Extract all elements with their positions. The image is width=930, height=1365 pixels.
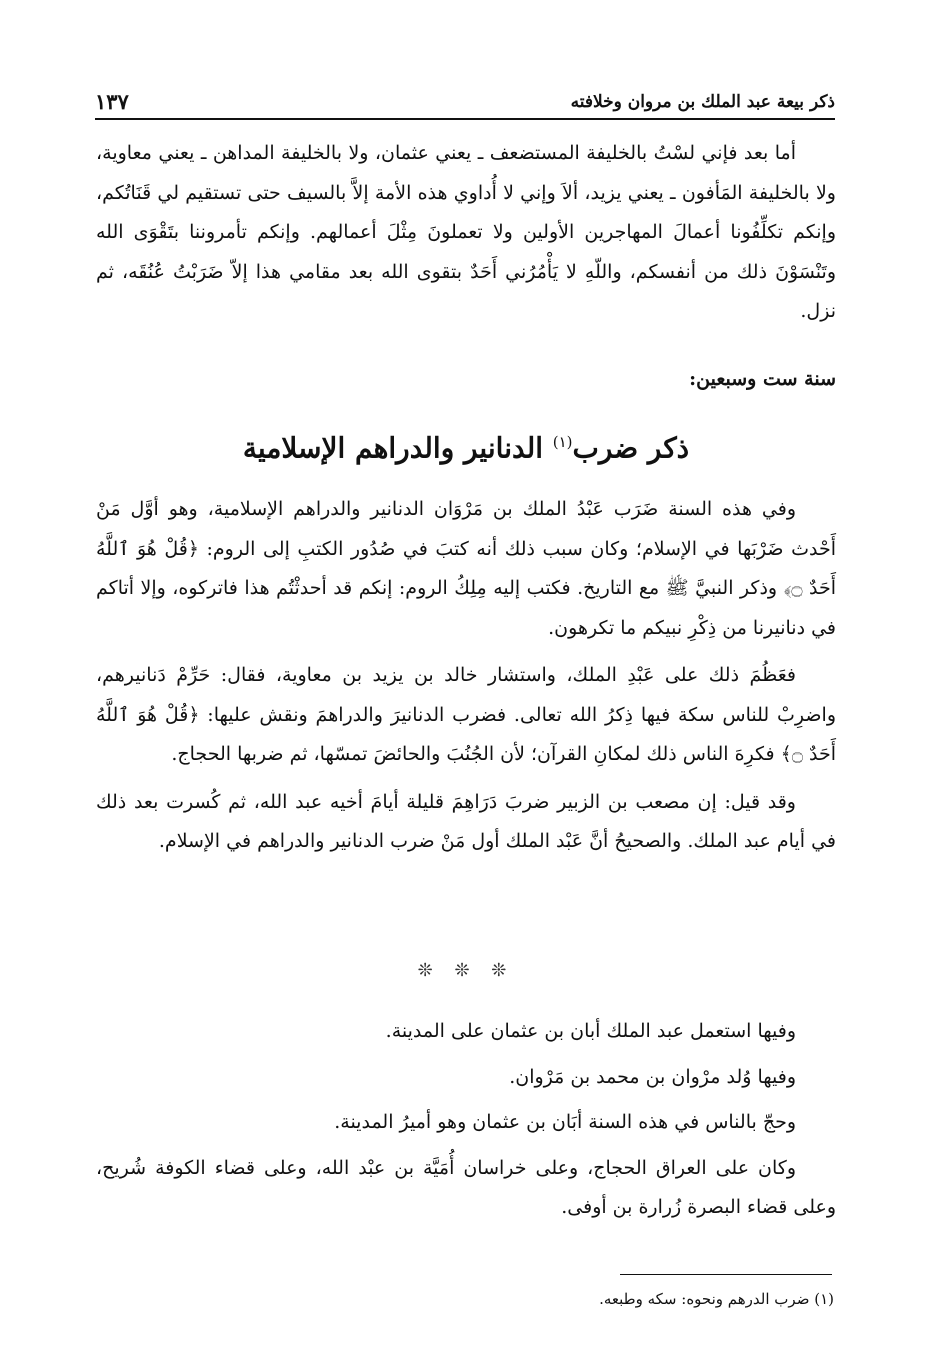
running-title: ذكر بيعة عبد الملك بن مروان وخلافته — [570, 92, 835, 112]
paragraph-officials: وكان على العراق الحجاج، وعلى خراسان أُمَيَّة بن عبْد الله، وعلى قضاء الكوفة شُريح، وعلى قضاء البصرة زُرارة بن أوفى. — [96, 1156, 836, 1218]
chapter-title-part1: ذكر ضرب — [572, 431, 690, 465]
year-heading-block — [96, 364, 836, 394]
main-text — [96, 134, 836, 332]
separator-block — [96, 960, 836, 981]
section-separator: ❊ ❊ ❊ — [417, 960, 515, 981]
paragraph-minting-origin: وفي هذه السنة ضَرَب عَبْدُ الملك بن مَرْوَان الدنانير والدراهم الإسلامية، وهو أوَّل مَنْ أَحْدث ضَرْبَها في الإسلام؛ وكان سبب ذلك أنه كتبَ في صُدُور الكتبِ إلى الروم: ﴿قُلْ هُوَ ٱللَّهُ أَحَدٌ ۝﴾ وذكر النبيَّ ﷺ مع التاريخ. فكتب إليه مِلِكُ الروم: إنكم قد أحدثْتُم هذا فاتركوه، وإلا أتاكم في دنانيرنا من ذِكْرِ نبيكم ما تكرهون. — [96, 498, 836, 639]
page-number: ١٣٧ — [95, 89, 129, 114]
footnote: (١) ضرب الدرهم ونحوه: سكه وطبعه. — [599, 1290, 834, 1308]
chapter-title-block — [96, 420, 836, 470]
running-header — [95, 86, 835, 120]
footnote-divider — [620, 1274, 832, 1275]
footnote-reference: (١) — [552, 433, 573, 451]
chapter-title — [96, 420, 836, 470]
paragraph-minting-decision: فعَظُمَ ذلك على عَبْدِ الملك، واستشار خالد بن يزيد بن معاوية، فقال: حَرِّمْ دَنانيرهم، واضرِبْ للناس سكة فيها ذِكرُ الله تعالى. فضرب الدنانيرَ والدراهمَ ونقش عليها: ﴿قُلْ هُوَ ٱللَّهُ أَحَدٌ ۝﴾ فكرِهَ الناس ذلك لمكانِ القرآن؛ لأن الجُنُبَ والحائضَ تمسّها، ثم ضربها الحجاج. — [96, 664, 836, 765]
paragraph-speech: أما بعد فإني لسْتُ بالخليفة المستضعف ـ يعني عثمان، ولا بالخليفة المداهن ـ يعني معاوية، ولا بالخليفة المَأفون ـ يعني يزيد، ألاَ وإني لا أُداوي هذه الأمة إلاَّ بالسيف حتى تستقيم لي قَنَاتُكم، وإنكم تكلِّفُونا أعمالَ المهاجرين الأولين ولا تعملونَ مِثْلَ أعمالهم. وإنكم تأمروننا بتَقْوَى الله وتَنْسَوْنَ ذلك من أنفسكم، واللّهِ لا يَأْمُرُني أَحَدٌ بتقوى الله بعد مقامي هذا إلاّ ضَرَبْتُ عُنُقَه، ثم نزل. — [96, 142, 836, 322]
minting-section — [96, 490, 836, 862]
paragraph-minting-alternate: وقد قيل: إن مصعب بن الزبير ضربَ دَرَاهِمَ قليلة أيامَ أخيه عبد الله، ثم كُسرت بعد ذلك في أيام عبد الملك. والصحيحُ أنَّ عَبْد الملك أول مَنْ ضرب الدنانير والدراهم في الإسلام. — [96, 790, 836, 852]
paragraph-pilgrimage: وحجّ بالناس في هذه السنة أبَان بن عثمان وهو أميرُ المدينة. — [334, 1111, 796, 1133]
year-events-section — [96, 1012, 836, 1228]
paragraph-governor: وفيها استعمل عبد الملك أبان بن عثمان على المدينة. — [385, 1020, 796, 1042]
chapter-title-part2: الدنانير والدراهم الإسلامية — [242, 431, 543, 465]
year-heading: سنة ست وسبعين: — [689, 368, 836, 390]
paragraph-birth: وفيها وُلد مرْوان بن محمد بن مَرْوان. — [509, 1065, 796, 1088]
